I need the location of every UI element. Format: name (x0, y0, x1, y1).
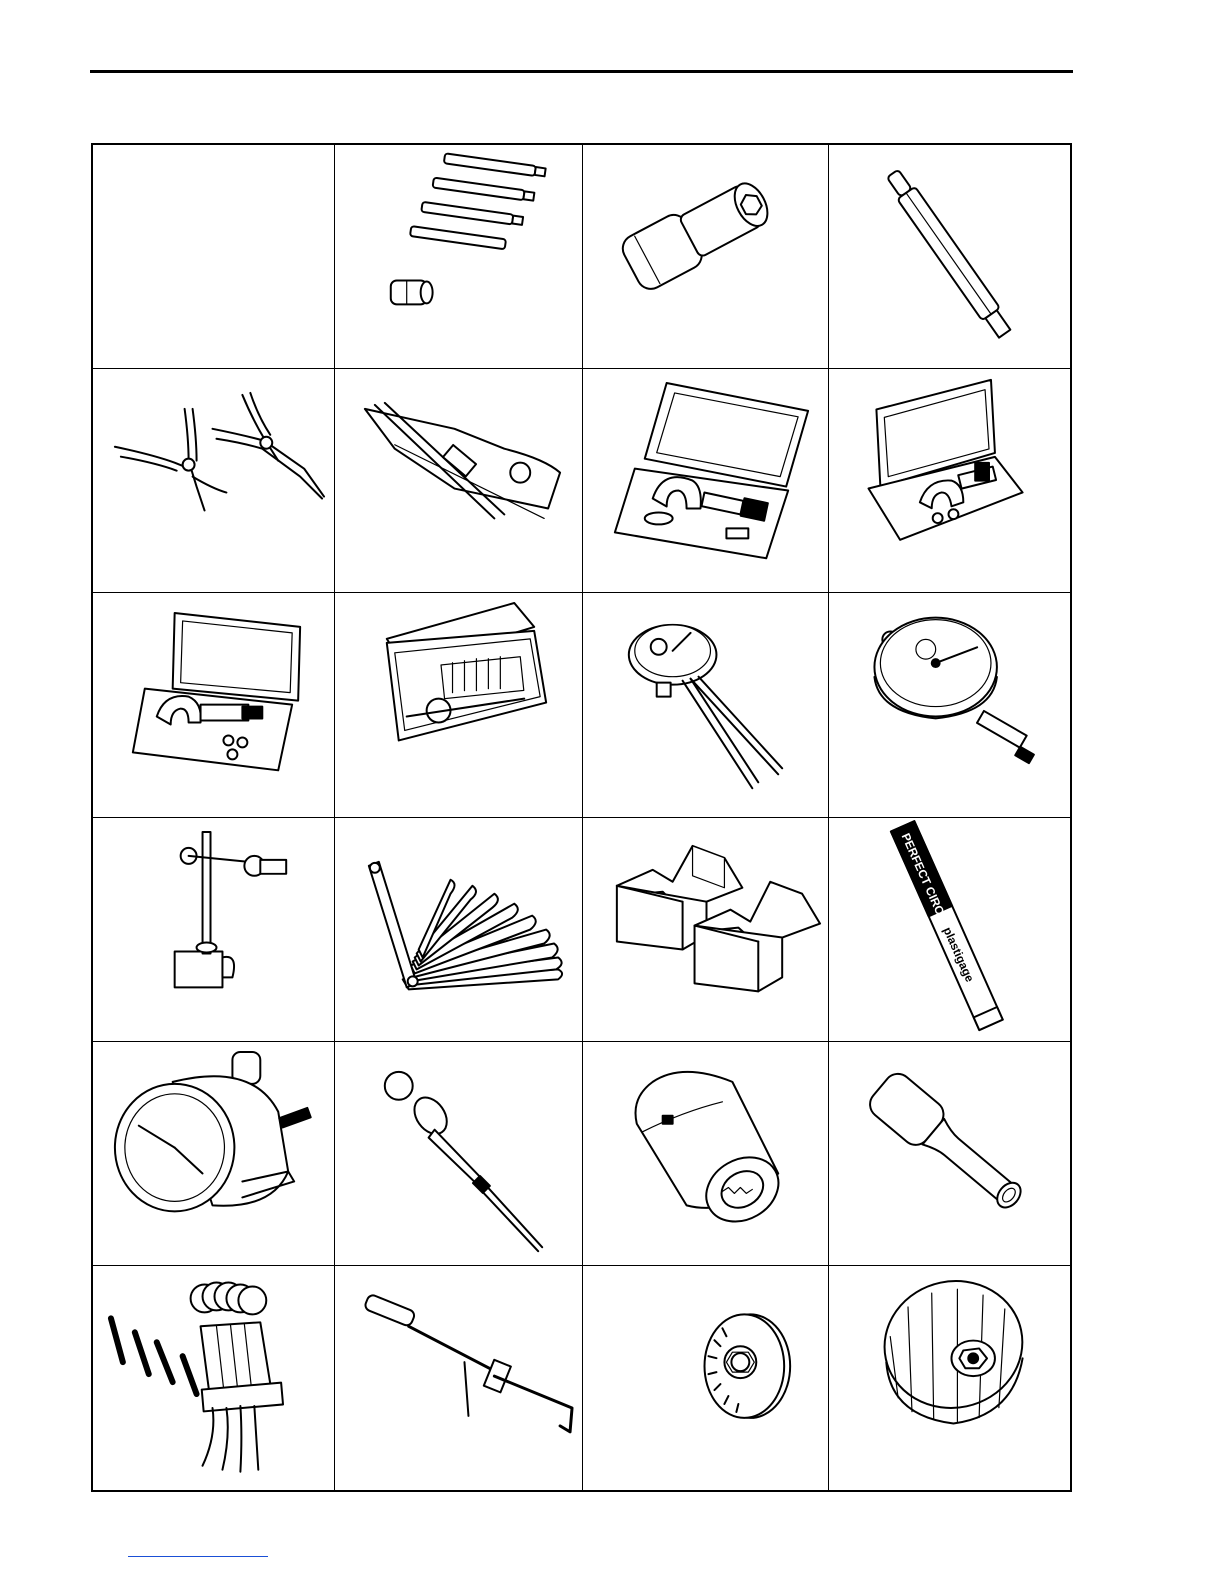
tool-cell-thickness-gauge (335, 818, 583, 1042)
cylinder-gauge-set-icon (335, 593, 582, 816)
tool-cell-magnetic-stand (93, 818, 335, 1042)
tool-cell-v-blocks (583, 818, 829, 1042)
tool-cell-flywheel-holder (583, 1266, 829, 1490)
tool-cell-hex-bar (829, 145, 1070, 369)
tool-cell-splined-socket (583, 1042, 829, 1266)
magnetic-stand-icon (93, 818, 334, 1041)
deep-socket-icon (829, 1042, 1070, 1265)
thickness-gauge-icon (335, 818, 582, 1041)
hex-socket-icon (583, 145, 828, 368)
micrometer-in-case-icon (829, 369, 1070, 592)
tool-cell-micrometer-3 (93, 593, 335, 817)
plastigauge-product-text: plastigage (940, 924, 977, 984)
tool-cell-cylinder-gauge (335, 593, 583, 817)
timing-probe-tool-icon (335, 1266, 582, 1490)
snap-ring-pliers-icon (93, 369, 334, 592)
tool-cell-dial-gauge (829, 593, 1070, 817)
tool-cell-micrometer-2 (829, 369, 1070, 593)
hex-extension-bars-and-socket-icon (335, 145, 582, 368)
tool-cell-hex-bars (335, 145, 583, 369)
footer-link-underline[interactable] (128, 1556, 268, 1557)
tool-cell-caliper (335, 369, 583, 593)
vernier-caliper-in-case-icon (335, 369, 582, 592)
oil-filter-wrench-icon (829, 1266, 1070, 1490)
vacuum-gauge-set-icon (93, 1266, 334, 1490)
tool-cell-pliers (93, 369, 335, 593)
tool-cell-oil-filter-wrench (829, 1266, 1070, 1490)
tool-cell-hex-socket (583, 145, 829, 369)
plastigauge-icon (829, 818, 1070, 1041)
tachometer-gauge-icon (93, 1042, 334, 1265)
dial-gauge-icon (829, 593, 1070, 816)
flywheel-holder-icon (583, 1266, 828, 1490)
valve-lapper-icon (335, 1042, 582, 1265)
v-blocks-icon (583, 818, 828, 1041)
dial-calipers-icon (583, 593, 828, 816)
tool-cell-timing-probe (335, 1266, 583, 1490)
special-tools-grid (91, 143, 1072, 1492)
splined-socket-icon (583, 1042, 828, 1265)
header-rule (90, 70, 1073, 73)
plastigauge-brand-text: PERFECT CIRCLE (898, 830, 954, 931)
tool-cell-dial-calipers (583, 593, 829, 817)
hex-bar-icon (829, 145, 1070, 368)
tool-cell-valve-lapper (335, 1042, 583, 1266)
tool-cell-empty (93, 145, 335, 369)
tool-cell-deep-socket (829, 1042, 1070, 1266)
tool-cell-plastigauge (829, 818, 1070, 1042)
micrometer-in-case-icon (93, 593, 334, 816)
tool-cell-tachometer (93, 1042, 335, 1266)
tool-cell-micrometer-1 (583, 369, 829, 593)
micrometer-in-case-icon (583, 369, 828, 592)
tool-cell-vacuum-gauge (93, 1266, 335, 1490)
